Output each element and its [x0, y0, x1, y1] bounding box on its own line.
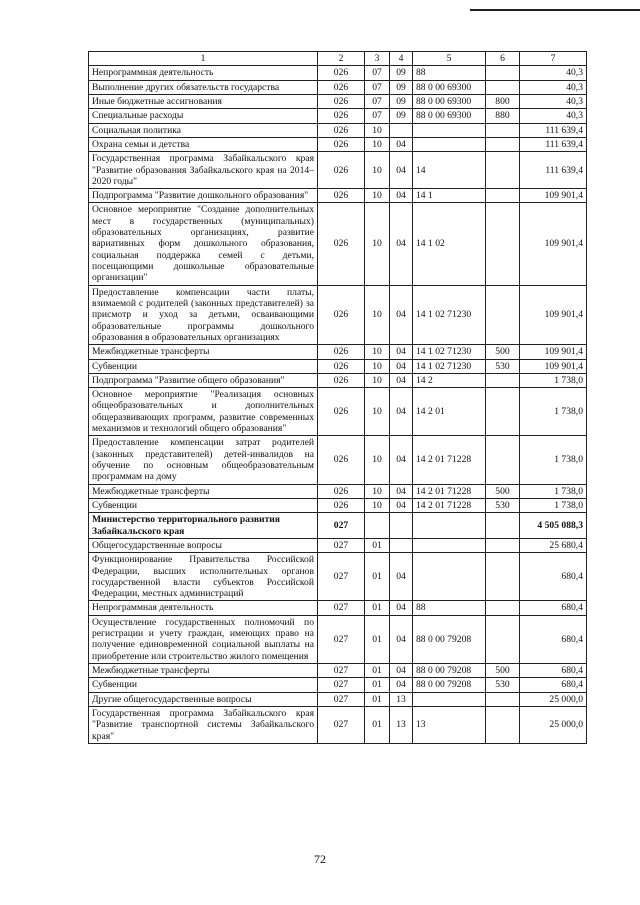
row-expense-type — [486, 203, 520, 285]
row-section: 01 — [365, 678, 390, 692]
row-expense-type — [486, 66, 520, 80]
row-subsection: 04 — [390, 553, 413, 601]
table-row — [89, 94, 587, 108]
row-amount: 680,4 — [520, 678, 587, 692]
row-section: 01 — [365, 706, 390, 743]
row-expense-type: 800 — [486, 94, 520, 108]
row-code-admin: 026 — [318, 498, 365, 512]
row-name: Специальные расходы — [89, 109, 318, 123]
row-expense-type — [486, 436, 520, 484]
row-target-item: 14 2 01 — [413, 388, 486, 436]
row-name: Подпрограмма "Развитие дошкольного образования" — [89, 189, 318, 203]
row-subsection: 04 — [390, 345, 413, 359]
row-amount: 4 505 088,3 — [520, 513, 587, 539]
table-row — [89, 80, 587, 94]
row-target-item: 88 0 00 69300 — [413, 109, 486, 123]
header-col-1: 1 — [89, 52, 318, 66]
row-section: 10 — [365, 373, 390, 387]
table-row — [89, 388, 587, 436]
row-expense-type: 500 — [486, 345, 520, 359]
table-row — [89, 152, 587, 189]
row-subsection: 09 — [390, 80, 413, 94]
row-section: 07 — [365, 80, 390, 94]
row-target-item: 14 1 — [413, 189, 486, 203]
row-section: 07 — [365, 94, 390, 108]
table-row — [89, 513, 587, 539]
row-code-admin: 026 — [318, 373, 365, 387]
row-code-admin: 026 — [318, 137, 365, 151]
row-name: Государственная программа Забайкальского края "Развитие транспортной системы Забайкальского края" — [89, 706, 318, 743]
row-name: Субвенции — [89, 359, 318, 373]
row-subsection: 04 — [390, 484, 413, 498]
row-amount: 25 680,4 — [520, 538, 587, 552]
row-amount: 109 901,4 — [520, 203, 587, 285]
table-row — [89, 615, 587, 663]
row-expense-type — [486, 615, 520, 663]
row-name: Основное мероприятие "Реализация основных общеобразовательных и дополнительных общеразвивающих программ, развитие современных механизмов и технологий общего образования" — [89, 388, 318, 436]
row-section: 10 — [365, 345, 390, 359]
row-code-admin: 026 — [318, 345, 365, 359]
row-amount: 680,4 — [520, 601, 587, 615]
header-row — [89, 52, 587, 66]
row-section: 10 — [365, 498, 390, 512]
row-expense-type — [486, 538, 520, 552]
row-amount: 1 738,0 — [520, 436, 587, 484]
row-subsection: 04 — [390, 373, 413, 387]
row-expense-type: 530 — [486, 498, 520, 512]
row-expense-type — [486, 388, 520, 436]
row-subsection: 04 — [390, 678, 413, 692]
row-name: Непрограммная деятельность — [89, 601, 318, 615]
row-amount: 1 738,0 — [520, 388, 587, 436]
row-amount: 680,4 — [520, 553, 587, 601]
row-expense-type — [486, 285, 520, 345]
row-name: Субвенции — [89, 498, 318, 512]
row-expense-type — [486, 137, 520, 151]
row-target-item: 88 0 00 69300 — [413, 80, 486, 94]
row-target-item: 14 2 01 71228 — [413, 498, 486, 512]
row-target-item: 88 0 00 79208 — [413, 615, 486, 663]
row-subsection: 04 — [390, 152, 413, 189]
row-target-item: 88 — [413, 601, 486, 615]
row-amount: 25 000,0 — [520, 706, 587, 743]
row-code-admin: 026 — [318, 66, 365, 80]
row-expense-type — [486, 553, 520, 601]
row-subsection: 04 — [390, 664, 413, 678]
row-amount: 40,3 — [520, 109, 587, 123]
table-row — [89, 189, 587, 203]
table-row — [89, 678, 587, 692]
row-section: 10 — [365, 123, 390, 137]
row-expense-type — [486, 513, 520, 539]
row-target-item: 14 1 02 71230 — [413, 285, 486, 345]
row-amount: 111 639,4 — [520, 152, 587, 189]
row-section: 01 — [365, 664, 390, 678]
header-col-3: 3 — [365, 52, 390, 66]
row-code-admin: 027 — [318, 706, 365, 743]
row-code-admin: 026 — [318, 189, 365, 203]
row-subsection: 04 — [390, 189, 413, 203]
row-code-admin: 026 — [318, 203, 365, 285]
row-target-item: 14 2 01 71228 — [413, 436, 486, 484]
row-amount: 109 901,4 — [520, 345, 587, 359]
row-section: 10 — [365, 436, 390, 484]
row-amount: 109 901,4 — [520, 359, 587, 373]
row-subsection: 13 — [390, 692, 413, 706]
row-expense-type — [486, 80, 520, 94]
row-subsection: 04 — [390, 203, 413, 285]
row-code-admin: 027 — [318, 615, 365, 663]
row-section: 01 — [365, 553, 390, 601]
row-target-item: 14 — [413, 152, 486, 189]
row-section: 10 — [365, 285, 390, 345]
row-subsection: 09 — [390, 109, 413, 123]
row-expense-type: 530 — [486, 678, 520, 692]
row-section: 10 — [365, 388, 390, 436]
row-section: 07 — [365, 109, 390, 123]
row-section: 01 — [365, 615, 390, 663]
row-code-admin: 027 — [318, 678, 365, 692]
row-target-item: 88 0 00 69300 — [413, 94, 486, 108]
header-col-2: 2 — [318, 52, 365, 66]
row-expense-type: 530 — [486, 359, 520, 373]
row-expense-type — [486, 601, 520, 615]
table-row — [89, 345, 587, 359]
row-section: 07 — [365, 66, 390, 80]
table-row — [89, 484, 587, 498]
table-row — [89, 203, 587, 285]
table-row — [89, 538, 587, 552]
row-amount: 1 738,0 — [520, 498, 587, 512]
table-row — [89, 123, 587, 137]
row-target-item: 88 — [413, 66, 486, 80]
row-name: Министерство территориального развития Забайкальского края — [89, 513, 318, 539]
table-row — [89, 553, 587, 601]
row-target-item — [413, 513, 486, 539]
header-col-6: 6 — [486, 52, 520, 66]
row-section — [365, 513, 390, 539]
row-expense-type: 500 — [486, 484, 520, 498]
row-code-admin: 026 — [318, 436, 365, 484]
table-row — [89, 664, 587, 678]
table-row — [89, 66, 587, 80]
row-code-admin: 026 — [318, 359, 365, 373]
row-code-admin: 026 — [318, 123, 365, 137]
row-amount: 40,3 — [520, 94, 587, 108]
row-subsection: 13 — [390, 706, 413, 743]
row-target-item — [413, 538, 486, 552]
row-subsection: 09 — [390, 94, 413, 108]
row-expense-type: 500 — [486, 664, 520, 678]
row-code-admin: 026 — [318, 484, 365, 498]
row-name: Государственная программа Забайкальского края "Развитие образования Забайкальского края на 2014–2020 годы" — [89, 152, 318, 189]
row-subsection — [390, 538, 413, 552]
row-target-item: 14 1 02 71230 — [413, 359, 486, 373]
row-name: Предоставление компенсации затрат родителей (законных представителей) детей-инвалидов на обучение по основным общеобразовательным программам на дому — [89, 436, 318, 484]
table-row — [89, 498, 587, 512]
row-section: 01 — [365, 538, 390, 552]
row-code-admin: 027 — [318, 513, 365, 539]
row-name: Подпрограмма "Развитие общего образования" — [89, 373, 318, 387]
row-name: Выполнение других обязательств государства — [89, 80, 318, 94]
row-subsection: 04 — [390, 436, 413, 484]
row-amount: 25 000,0 — [520, 692, 587, 706]
table-row — [89, 601, 587, 615]
row-name: Межбюджетные трансферты — [89, 345, 318, 359]
row-code-admin: 026 — [318, 109, 365, 123]
row-subsection: 09 — [390, 66, 413, 80]
row-target-item: 88 0 00 79208 — [413, 664, 486, 678]
row-name: Общегосударственные вопросы — [89, 538, 318, 552]
row-amount: 1 738,0 — [520, 484, 587, 498]
row-section: 10 — [365, 359, 390, 373]
row-name: Предоставление компенсации части платы, взимаемой с родителей (законных представителей) за присмотр и уход за детьми, осваивающими образовательные программы дошкольного образования в образовательных организациях — [89, 285, 318, 345]
budget-table — [88, 51, 587, 744]
row-subsection — [390, 123, 413, 137]
header-col-7: 7 — [520, 52, 587, 66]
row-target-item — [413, 553, 486, 601]
row-section: 01 — [365, 692, 390, 706]
row-expense-type — [486, 692, 520, 706]
row-expense-type — [486, 706, 520, 743]
row-target-item: 14 1 02 71230 — [413, 345, 486, 359]
row-name: Основное мероприятие "Создание дополнительных мест в государственных (муниципальных) образовательных организациях, развитие вариативных форм дошкольного образования, социальная поддержка семей с детьми, посещающими дошкольные образовательные организации" — [89, 203, 318, 285]
row-name: Иные бюджетные ассигнования — [89, 94, 318, 108]
row-code-admin: 026 — [318, 388, 365, 436]
row-code-admin: 026 — [318, 152, 365, 189]
row-amount: 680,4 — [520, 664, 587, 678]
row-code-admin: 026 — [318, 94, 365, 108]
row-name: Социальная политика — [89, 123, 318, 137]
row-name: Охрана семьи и детства — [89, 137, 318, 151]
row-target-item: 88 0 00 79208 — [413, 678, 486, 692]
row-amount: 40,3 — [520, 80, 587, 94]
row-amount: 111 639,4 — [520, 123, 587, 137]
row-section: 10 — [365, 203, 390, 285]
row-target-item: 14 1 02 — [413, 203, 486, 285]
row-subsection: 04 — [390, 285, 413, 345]
row-subsection: 04 — [390, 498, 413, 512]
row-section: 10 — [365, 137, 390, 151]
row-name: Функционирование Правительства Российской Федерации, высших исполнительных органов государственной власти субъектов Российской Федерации, местных администраций — [89, 553, 318, 601]
row-name: Непрограммная деятельность — [89, 66, 318, 80]
row-amount: 111 639,4 — [520, 137, 587, 151]
row-name: Другие общегосударственные вопросы — [89, 692, 318, 706]
row-target-item — [413, 692, 486, 706]
row-code-admin: 026 — [318, 285, 365, 345]
table-row — [89, 109, 587, 123]
row-subsection — [390, 513, 413, 539]
row-expense-type — [486, 373, 520, 387]
row-target-item: 13 — [413, 706, 486, 743]
row-section: 10 — [365, 152, 390, 189]
row-section: 01 — [365, 601, 390, 615]
row-name: Межбюджетные трансферты — [89, 664, 318, 678]
row-subsection: 04 — [390, 388, 413, 436]
row-name: Межбюджетные трансферты — [89, 484, 318, 498]
row-name: Субвенции — [89, 678, 318, 692]
row-code-admin: 027 — [318, 601, 365, 615]
row-subsection: 04 — [390, 615, 413, 663]
row-expense-type — [486, 123, 520, 137]
row-expense-type — [486, 152, 520, 189]
row-target-item: 14 2 01 71228 — [413, 484, 486, 498]
row-name: Осуществление государственных полномочий по регистрации и учету граждан, имеющих право на получение единовременной социальной выплаты на приобретение или строительство жилого помещения — [89, 615, 318, 663]
row-amount: 109 901,4 — [520, 285, 587, 345]
row-target-item: 14 2 — [413, 373, 486, 387]
row-amount: 40,3 — [520, 66, 587, 80]
row-code-admin: 027 — [318, 664, 365, 678]
row-amount: 680,4 — [520, 615, 587, 663]
row-target-item — [413, 123, 486, 137]
row-section: 10 — [365, 189, 390, 203]
table-row — [89, 373, 587, 387]
table-row — [89, 706, 587, 743]
row-section: 10 — [365, 484, 390, 498]
table-row — [89, 359, 587, 373]
row-amount: 109 901,4 — [520, 189, 587, 203]
table-row — [89, 436, 587, 484]
row-code-admin: 026 — [318, 80, 365, 94]
header-col-5: 5 — [413, 52, 486, 66]
table-row — [89, 137, 587, 151]
top-rule — [470, 9, 640, 11]
row-code-admin: 027 — [318, 692, 365, 706]
row-expense-type: 880 — [486, 109, 520, 123]
page-number: 72 — [314, 852, 326, 866]
row-expense-type — [486, 189, 520, 203]
header-col-4: 4 — [390, 52, 413, 66]
row-subsection: 04 — [390, 601, 413, 615]
row-code-admin: 027 — [318, 538, 365, 552]
row-code-admin: 027 — [318, 553, 365, 601]
table-row — [89, 285, 587, 345]
row-target-item — [413, 137, 486, 151]
table-row — [89, 692, 587, 706]
row-amount: 1 738,0 — [520, 373, 587, 387]
row-subsection: 04 — [390, 137, 413, 151]
row-subsection: 04 — [390, 359, 413, 373]
